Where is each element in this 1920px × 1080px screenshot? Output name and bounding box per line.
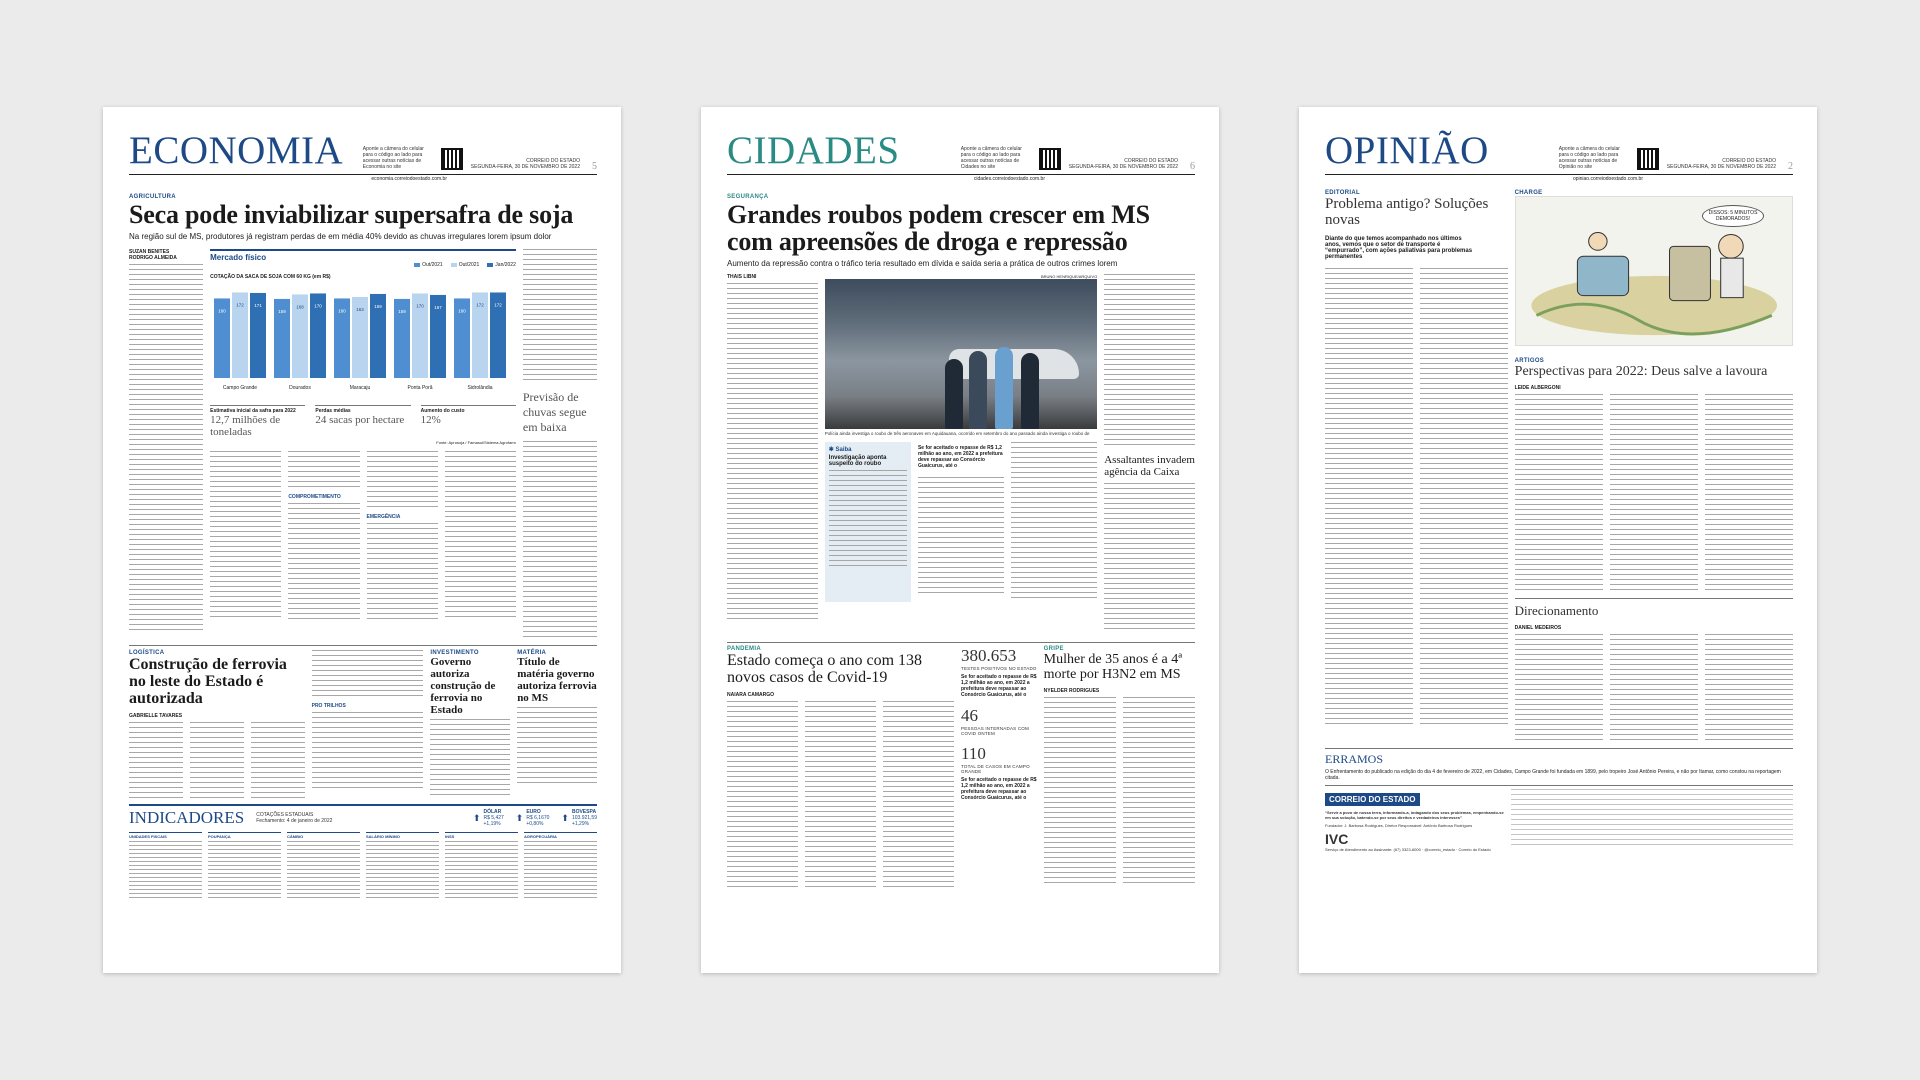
bar-value-label: 160 bbox=[458, 308, 466, 314]
chart-legend bbox=[210, 262, 516, 268]
speech-bubble: DISSOS: 5 MINUTOS DEMORADOS! bbox=[1702, 205, 1764, 227]
page-header bbox=[727, 127, 1195, 175]
kicker: SEGURANÇA bbox=[727, 194, 769, 200]
bar-value-label: 172 bbox=[494, 302, 502, 308]
article-headline[interactable]: Direcionamento bbox=[1514, 603, 1599, 618]
arrow-up-icon: ⬆ bbox=[561, 812, 569, 823]
bar-value-label: 172 bbox=[236, 302, 244, 308]
bar-value-label: 159 bbox=[398, 308, 406, 314]
photo-caption: Polícia ainda investiga o roubo de três aeronaves em Aquidauana, ocorrido em setembro do ano passado ainda investiga o roubo de bbox=[824, 431, 1090, 436]
byline: NYELDER RODRIGUES bbox=[1043, 688, 1100, 694]
section-url[interactable]: opiniao.correiodoestado.com.br bbox=[1572, 176, 1643, 182]
masthead-name: CORREIO DO ESTADO bbox=[526, 158, 580, 164]
kicker: INVESTIMENTO bbox=[430, 650, 479, 656]
news-photo bbox=[825, 279, 1097, 429]
stat-label: TOTAL DE CASOS EM CAMPO GRANDE bbox=[961, 764, 1030, 774]
bar-value-label: 170 bbox=[416, 303, 424, 309]
article-body bbox=[727, 283, 818, 623]
masthead-name: CORREIO DO ESTADO bbox=[1722, 158, 1776, 164]
footer-quote: “Servir a povo de nossa terra, informando-a, indagando dos seus problemas, empenhando-se em sua solução, batendo-se por seus direitos e verdadeiros interesses” bbox=[1325, 810, 1504, 820]
police-figures bbox=[945, 329, 1055, 429]
pull-quote: Se for aceitado o repasse de R$ 1,2 milhão ao ano, em 2022 a prefeitura deve repassar ao Consórcio Guaicurus, até o bbox=[917, 445, 1003, 469]
bar-value-label: 170 bbox=[314, 303, 322, 309]
arrow-up-icon: ⬆ bbox=[472, 812, 481, 823]
editorial-headline[interactable]: Problema antigo? Soluções novas bbox=[1325, 196, 1489, 228]
kicker: CHARGE bbox=[1514, 190, 1543, 196]
footer-contacts: Serviço de Atendimento ao Assinante: (67) 3323-6000 · @correio_estado · Correio do Estado bbox=[1325, 847, 1491, 852]
chart-box bbox=[210, 249, 516, 397]
qr-code-icon[interactable] bbox=[1039, 148, 1061, 170]
bar-value-label: 172 bbox=[476, 302, 484, 308]
kicker: EDITORIAL bbox=[1325, 190, 1360, 196]
bar-value-label: 168 bbox=[296, 304, 304, 310]
indicator-table: UNIDADES FISCAIS bbox=[129, 832, 202, 901]
kicker: PANDEMIA bbox=[727, 646, 761, 652]
stat-label: PESSOAS INTERNADAS COM COVID ONTEM bbox=[961, 726, 1029, 736]
market-dollar: ⬆ DÓLAR R$ 5,427 +1,19% bbox=[472, 809, 504, 827]
sidebar-body bbox=[523, 249, 597, 384]
headline[interactable]: Título de matéria governo autoriza ferrovia no MS bbox=[517, 656, 597, 704]
header-note: Aponte a câmera do celular para o código ao lado para acessar outras notícias de Economia no site bbox=[362, 146, 424, 170]
header-note: Aponte a câmera do celular para o código ao lado para acessar outras notícias de Cidades no site bbox=[960, 146, 1022, 170]
x-tick-label: Sidrolândia bbox=[467, 385, 493, 391]
kicker: MATÉRIA bbox=[517, 650, 547, 656]
headline[interactable]: Estado começa o ano com 138 novos casos de Covid-19 bbox=[727, 652, 923, 686]
bar-value-label: 167 bbox=[434, 304, 442, 310]
byline: SUZAN BENITES RODRIGO ALMEIDA bbox=[129, 249, 177, 261]
indicators-title: INDICADORES bbox=[129, 808, 245, 827]
indicator-table: INSS bbox=[445, 832, 518, 901]
chart-caption: COTAÇÃO DA SACA DE SOJA COM 60 KG (em R$) bbox=[210, 274, 331, 280]
article-headline[interactable]: Perspectivas para 2022: Deus salve a lavoura bbox=[1514, 364, 1768, 379]
footer-masthead: CORREIO DO ESTADO bbox=[1325, 793, 1420, 806]
x-tick-label: Maracaju bbox=[349, 385, 371, 391]
erratas-title: ERRAMOS bbox=[1325, 752, 1384, 766]
bar-value-label: 159 bbox=[278, 308, 286, 314]
stat: Aumento do custo 12% bbox=[421, 405, 516, 438]
photo-credit: BRUNO HENRIQUE/ARQUIVO bbox=[1040, 274, 1098, 279]
stat-number: 110 bbox=[961, 744, 986, 763]
page-number: 2 bbox=[1788, 161, 1793, 172]
headline[interactable]: Governo autoriza construção de ferrovia no Estado bbox=[430, 656, 496, 716]
saiba-box bbox=[825, 442, 911, 602]
article-body bbox=[445, 451, 516, 621]
soy-price-chart bbox=[210, 282, 510, 392]
bar-value-label: 163 bbox=[356, 306, 364, 312]
indicators-panel bbox=[129, 804, 597, 901]
ivc-logo: IVC bbox=[1325, 831, 1349, 847]
headline[interactable]: Construção de ferrovia no leste do Estado é autorizada bbox=[129, 656, 287, 707]
indicator-table: CÂMBIO bbox=[287, 832, 360, 901]
dek: Na região sul de MS, produtores já registram perdas de em média 40% devido as chuvas irregulares lorem ipsum dolor bbox=[129, 232, 552, 241]
x-tick-label: Dourados bbox=[289, 385, 311, 391]
aside-headline[interactable]: Assaltantes invadem agência da Caixa bbox=[1104, 454, 1195, 478]
byline: DANIEL MEDEIROS bbox=[1514, 625, 1562, 631]
edition-date: SEGUNDA-FEIRA, 30 DE NOVEMBRO DE 2022 bbox=[470, 164, 580, 170]
headline[interactable]: Mulher de 35 anos é a 4ª morte por H3N2 em MS bbox=[1043, 652, 1183, 682]
stats-row bbox=[210, 405, 516, 438]
pull-quote: Se for aceitado o repasse de R$ 1,2 milhão ao ano, em 2022 a prefeitura deve repassar ao Consórcio Guaicurus, até o bbox=[961, 674, 1037, 698]
headline[interactable]: Grandes roubos podem crescer em MS com apreensões de droga e repressão bbox=[727, 200, 1150, 256]
kicker: AGRICULTURA bbox=[129, 194, 176, 200]
editorial-dek: Diante do que temos acompanhado nos últimos anos, vemos que o setor de transporte é “empurrado”, com ações paliativas para problemas permanentes bbox=[1325, 236, 1473, 260]
indicators-note: COTAÇÕES ESTADUAIS Fechamento: 4 de janeiro de 2022 bbox=[256, 812, 333, 824]
x-tick-label: Campo Grande bbox=[223, 385, 258, 391]
section-title: ECONOMIA bbox=[129, 129, 344, 172]
stat: Perdas médias 24 sacas por hectare bbox=[315, 405, 410, 438]
page-header bbox=[1325, 127, 1793, 175]
article-body bbox=[129, 264, 203, 634]
qr-code-icon[interactable] bbox=[1637, 148, 1659, 170]
kicker: GRIPE bbox=[1043, 646, 1064, 652]
x-tick-label: Ponta Porã bbox=[407, 385, 433, 391]
bar-value-label: 160 bbox=[338, 308, 346, 314]
chart-box-title: Mercado físico bbox=[210, 253, 267, 262]
erratas-text: O Enfrentamento do publicado na edição do dia 4 de fevereiro de 2022, em Cidades, Campo Grande foi fundada em 1899, pelo tropeiro José Antônio Pereira, e não por Itamar, como constou na reportagem citada. bbox=[1325, 769, 1781, 781]
indicator-table: AGROPECUÁRIA bbox=[524, 832, 597, 901]
header-note: Aponte a câmera do celular para o código ao lado para acessar outras notícias de Opinião no site bbox=[1558, 146, 1620, 170]
section-url[interactable]: cidades.correiodoestado.com.br bbox=[973, 176, 1045, 182]
stat: Estimativa inicial da safra para 2022 12,7 milhões de toneladas bbox=[210, 405, 305, 438]
page-cidades bbox=[701, 107, 1219, 973]
article-body bbox=[1011, 442, 1097, 602]
kicker: LOGÍSTICA bbox=[129, 650, 165, 656]
edition-date: SEGUNDA-FEIRA, 30 DE NOVEMBRO DE 2022 bbox=[1666, 164, 1776, 170]
subhead: PRO TRILHOS bbox=[311, 703, 346, 709]
headline[interactable]: Seca pode inviabilizar supersafra de soja bbox=[129, 200, 574, 229]
arrow-up-icon: ⬆ bbox=[515, 812, 524, 823]
market-euro: ⬆ EURO R$ 6,1670 +0,80% bbox=[515, 809, 550, 827]
stat-number: 380.653 bbox=[961, 646, 1017, 665]
market-bovespa: ⬆ BOVESPA 103.921,59 +1,29% bbox=[561, 809, 597, 827]
subhead: COMPROMETIMENTO bbox=[288, 494, 341, 500]
editorial-body bbox=[1325, 268, 1413, 728]
stat-label: TESTES POSITIVOS NO ESTADO bbox=[961, 666, 1037, 671]
sidebar-title: Previsão de chuvas segue em baixa bbox=[522, 390, 587, 434]
bar-value-label: 160 bbox=[218, 308, 226, 314]
footer-founder: Fundador: J. Barbosa Rodrigues, Diretor Responsável: Antônio Barbosa Rodrigues bbox=[1325, 823, 1473, 828]
dek: Aumento da repressão contra o tráfico teria resultado em dívida e saída seria a prática de outros crimes lorem bbox=[727, 259, 1118, 268]
legend-item: Jan/2022 bbox=[487, 262, 516, 268]
legend-item: Out/2021 bbox=[451, 262, 480, 268]
legend-item: Out/2021 bbox=[414, 262, 443, 268]
page-opiniao bbox=[1299, 107, 1817, 973]
pull-quote: Se for aceitado o repasse de R$ 1,2 milhão ao ano, em 2022 a prefeitura deve repassar ao Consórcio Guaicurus, até o bbox=[961, 777, 1037, 801]
subhead: EMERGÊNCIA bbox=[366, 514, 401, 520]
article-body bbox=[210, 451, 281, 621]
byline: NAIARA CAMARGO bbox=[727, 692, 775, 698]
section-url[interactable]: economia.correiodoestado.com.br bbox=[371, 176, 447, 182]
page-number: 6 bbox=[1190, 161, 1195, 172]
info-icon: ✱ bbox=[828, 447, 836, 453]
section-title: CIDADES bbox=[727, 129, 900, 172]
kicker: ARTIGOS bbox=[1514, 358, 1545, 364]
footer-directory bbox=[1511, 789, 1793, 845]
edition-date: SEGUNDA-FEIRA, 30 DE NOVEMBRO DE 2022 bbox=[1068, 164, 1178, 170]
bar-value-label: 169 bbox=[374, 303, 382, 309]
masthead-name: CORREIO DO ESTADO bbox=[1124, 158, 1178, 164]
saiba-title: ✱ Saiba bbox=[828, 447, 852, 453]
byline: GABRIELLE TAVARES bbox=[129, 713, 183, 719]
chart-source: Fonte: Aprosoja / Famasul/Sistema Agrofarm bbox=[436, 440, 516, 445]
byline: LEIDE ALBERGONI bbox=[1514, 385, 1561, 391]
byline: THAIS LIBNI bbox=[727, 274, 757, 280]
indicator-table: POUPANÇA bbox=[208, 832, 281, 901]
section-title: OPINIÃO bbox=[1325, 129, 1489, 172]
page-header bbox=[129, 127, 597, 175]
page-number: 5 bbox=[592, 161, 597, 172]
bar-value-label: 171 bbox=[254, 302, 262, 308]
qr-code-icon[interactable] bbox=[441, 148, 463, 170]
indicator-table: SALÁRIO MÍNIMO bbox=[366, 832, 439, 901]
page-economia bbox=[103, 107, 621, 973]
stat-number: 46 bbox=[961, 706, 978, 725]
saiba-subtitle: Investigação aponta suspeito do roubo bbox=[828, 455, 887, 467]
editorial-cartoon bbox=[1515, 196, 1793, 346]
